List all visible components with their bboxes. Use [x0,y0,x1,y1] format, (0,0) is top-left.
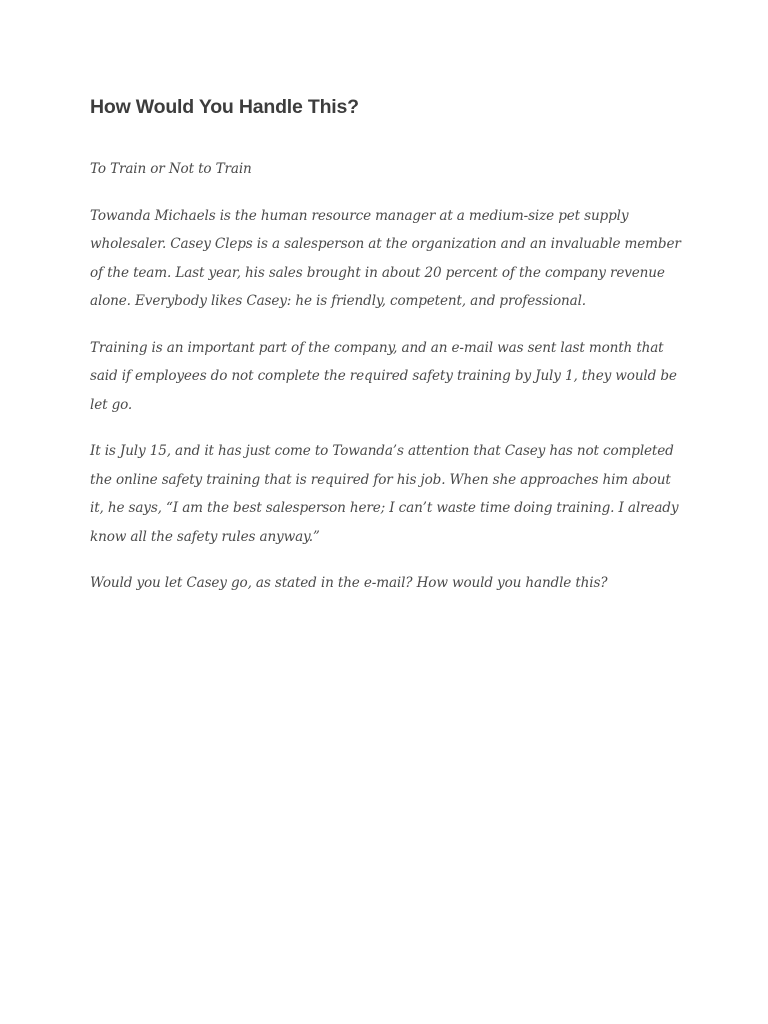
document-subtitle: To Train or Not to Train [90,161,252,177]
document-page [90,92,682,616]
paragraph-3: It is July 15, and it has just come to Towanda’s attention that Casey has not completed the online safety training that is required for his job. When she approaches him about it, he says, “I am the best salesperson here; I can’t waste time doing training. I already know all the safety rules anyway.” [90,443,679,545]
paragraph-4: Would you let Casey go, as stated in the e-mail? How would you handle this? [90,575,608,591]
paragraph-2: Training is an important part of the company, and an e-mail was sent last month that said if employees do not complete the required safety training by July 1, they would be let go. [90,339,677,413]
paragraph-1: Towanda Michaels is the human resource manager at a medium-size pet supply wholesaler. Casey Cleps is a salesperson at the organization and an invaluable member of the team. Last year, his sales brought in about 20 percent of the company revenue alone. Everybody likes Casey: he is friendly, competent, and professional. [90,207,681,309]
document-title: How Would You Handle This? [90,96,359,118]
